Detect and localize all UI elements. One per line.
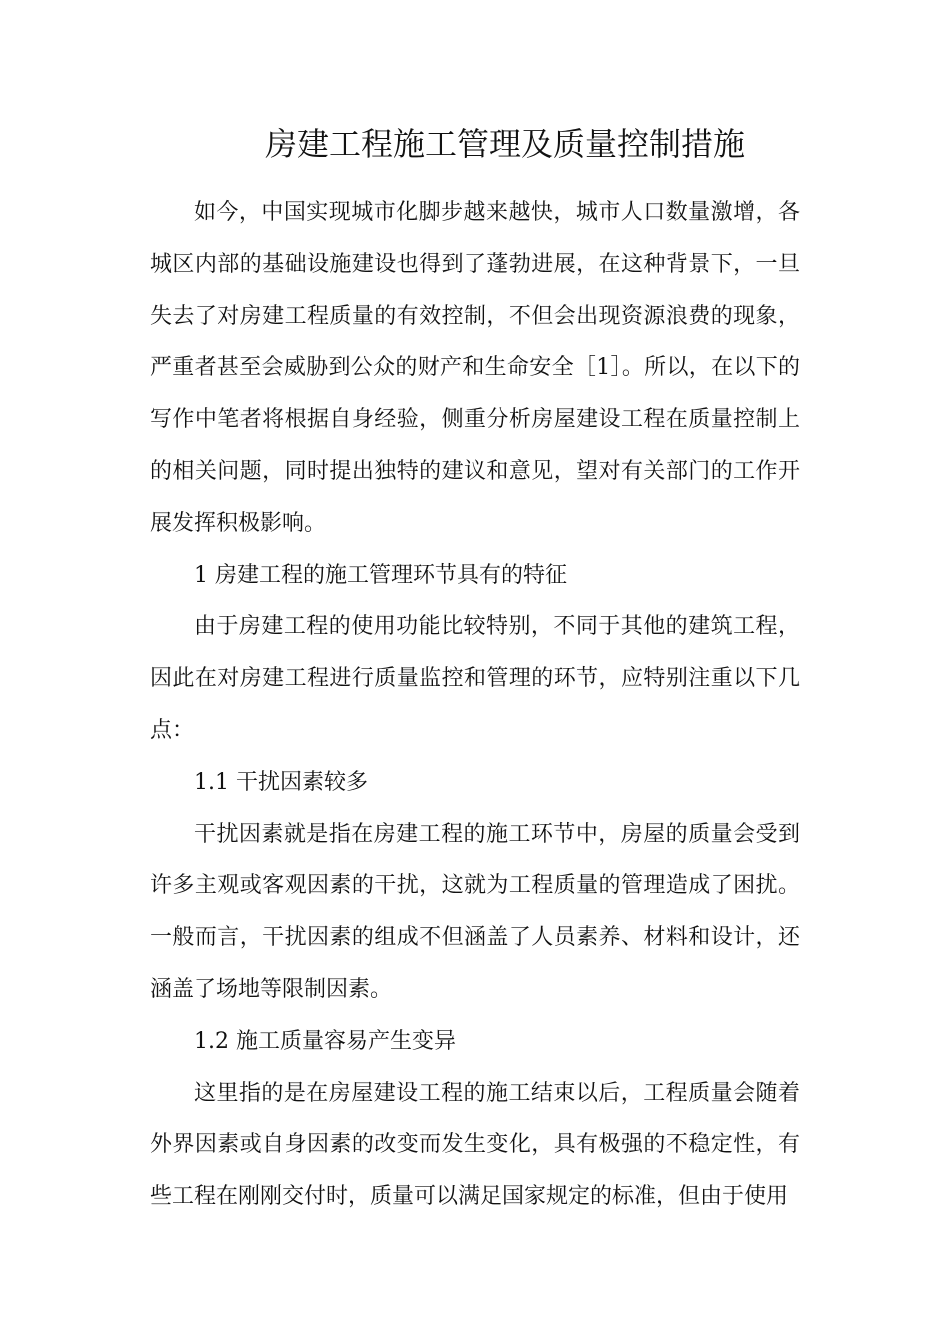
- paragraph-intro: 如今，中国实现城市化脚步越来越快，城市人口数量激增，各城区内部的基础设施建设也得到了蓬勃进展，在这种背景下，一旦失去了对房建工程质量的有效控制，不但会出现资源浪费的现象，严重者甚至会威胁到公众的财产和生命安全［1］。所以，在以下的写作中笔者将根据自身经验，侧重分析房屋建设工程在质量控制上的相关问题，同时提出独特的建议和意见，望对有关部门的工作开展发挥积极影响。: [150, 200, 800, 536]
- paragraph-section-1-1: 干扰因素就是指在房建工程的施工环节中，房屋的质量会受到许多主观或客观因素的干扰，这就为工程质量的管理造成了困扰。一般而言，干扰因素的组成不但涵盖了人员素养、材料和设计，还涵盖了场地等限制因素。: [150, 821, 800, 1002]
- section-heading-1: 1 房建工程的施工管理环节具有的特征: [194, 562, 567, 588]
- section-heading-1-2: 1.2 施工质量容易产生变异: [194, 1028, 456, 1054]
- paragraph-section-1: 由于房建工程的使用功能比较特别，不同于其他的建筑工程，因此在对房建工程进行质量监控和管理的环节，应特别注重以下几点：: [150, 614, 800, 743]
- paragraph-section-1-2: 这里指的是在房屋建设工程的施工结束以后，工程质量会随着外界因素或自身因素的改变而发生变化，具有极强的不稳定性，有些工程在刚刚交付时，质量可以满足国家规定的标准，但由于使用: [150, 1080, 800, 1210]
- document-body: [150, 187, 800, 1223]
- document-title: 房建工程施工管理及质量控制措施: [264, 125, 745, 163]
- section-heading-1-1: 1.1 干扰因素较多: [194, 769, 368, 795]
